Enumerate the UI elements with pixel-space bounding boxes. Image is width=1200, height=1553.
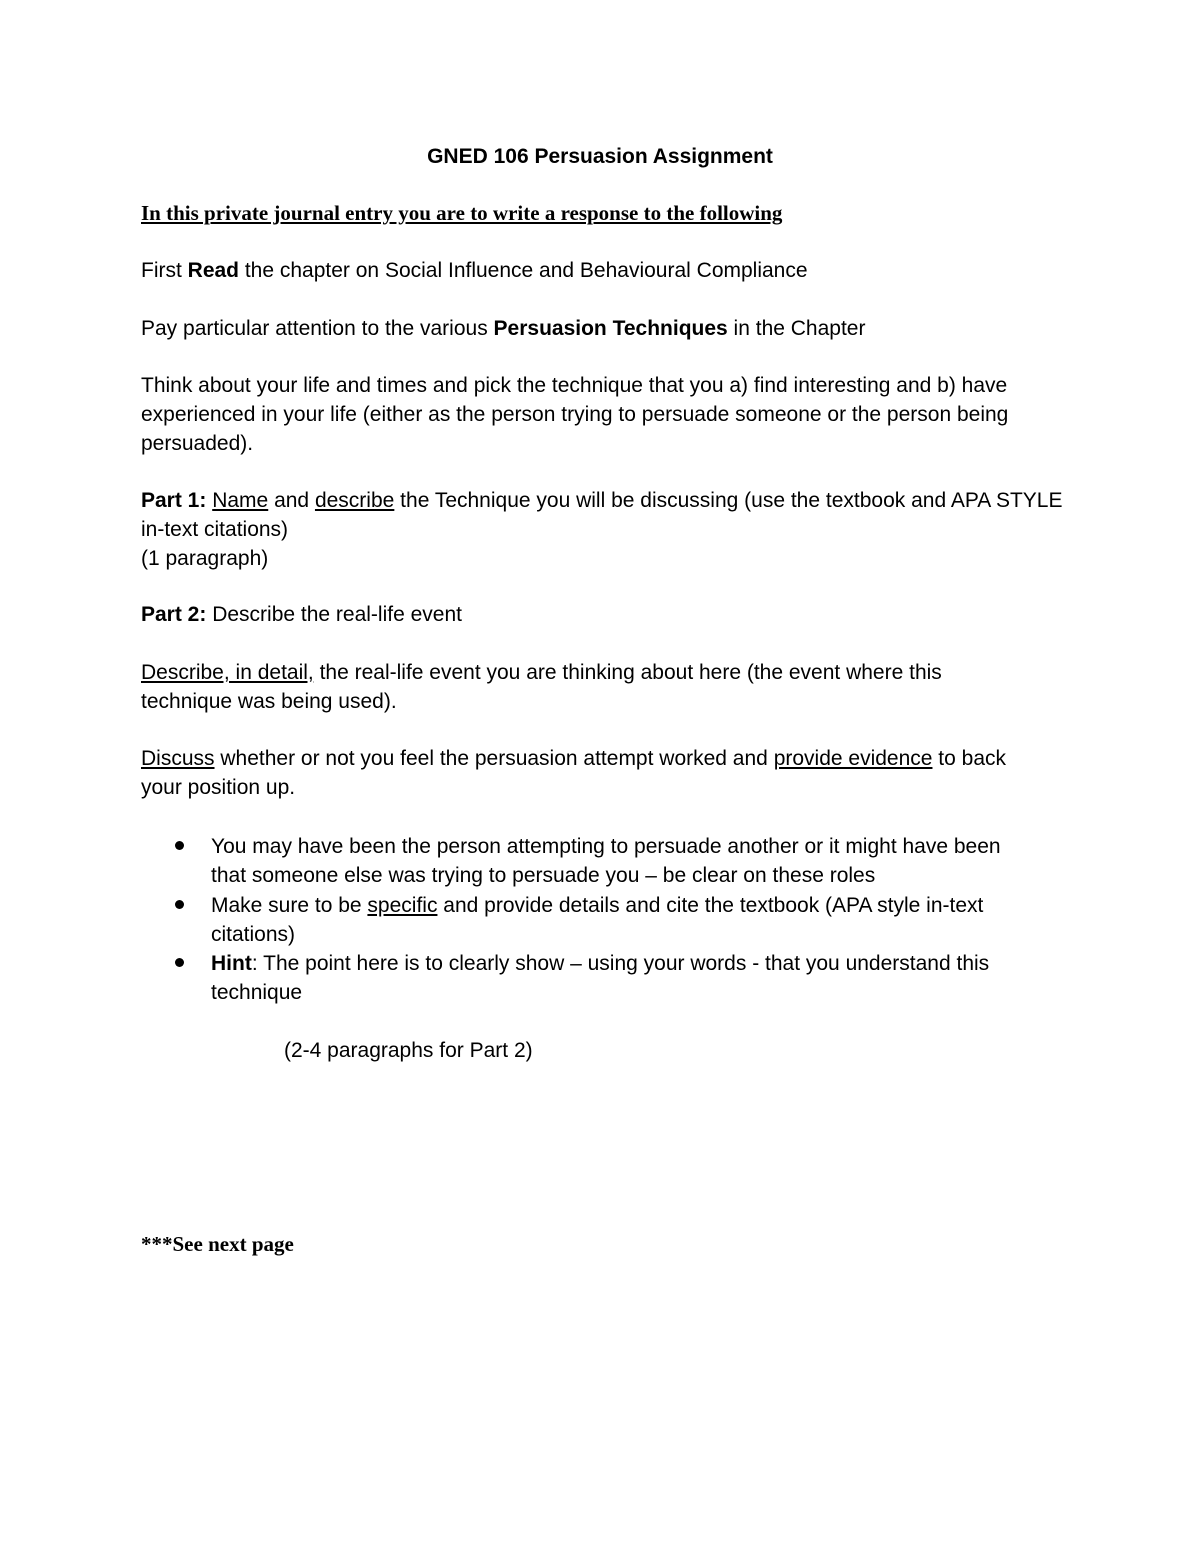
step-read bbox=[141, 256, 808, 285]
part1-describe-word: describe bbox=[314, 489, 395, 512]
bullet-1-line-1: You may have been the person attempting to persuade another or it might have been bbox=[211, 835, 1001, 858]
discuss-middle: whether or not you feel the persuasion attempt worked and bbox=[214, 747, 774, 770]
instruction-heading: In this private journal entry you are to write a response to the following bbox=[141, 201, 783, 225]
part1-rest: the Technique you will be discussing (use the textbook and APA STYLE bbox=[394, 489, 1063, 512]
discuss-underlined: Discuss bbox=[141, 747, 215, 770]
bullet-2-line-2: citations) bbox=[211, 923, 296, 946]
discuss-line-2: your position up. bbox=[141, 776, 296, 799]
bullet-3-suffix: : The point here is to clearly show – using your words - that you understand this bbox=[251, 952, 990, 975]
discuss-end: to back bbox=[932, 747, 1007, 770]
step-attention-suffix: in the Chapter bbox=[727, 317, 866, 340]
discuss-evidence: provide evidence bbox=[773, 747, 933, 770]
discuss-line-1 bbox=[141, 744, 1006, 773]
step-attention-prefix: Pay particular attention to the various bbox=[141, 317, 494, 340]
think-line-1: Think about your life and times and pick the technique that you a) find interesting and b) have bbox=[141, 374, 1008, 397]
bullet-2-line-1 bbox=[211, 891, 983, 920]
bullet-3-bold: Hint bbox=[211, 952, 252, 975]
think-line-3: persuaded). bbox=[141, 432, 254, 455]
step-read-bold: Read bbox=[187, 259, 240, 282]
paragraph-count-note: (2-4 paragraphs for Part 2) bbox=[284, 1039, 533, 1062]
describe-detail-underlined: Describe, in detail, bbox=[141, 661, 314, 684]
bullet-1-line-2: that someone else was trying to persuade you – be clear on these roles bbox=[211, 864, 876, 887]
part2-line bbox=[141, 600, 462, 629]
bullet-dot-icon bbox=[175, 841, 184, 850]
part1-name-word: Name bbox=[212, 489, 269, 512]
step-attention-bold: Persuasion Techniques bbox=[493, 317, 728, 340]
bullet-2-underlined: specific bbox=[367, 894, 438, 917]
part1-label: Part 1: bbox=[141, 489, 207, 512]
step-attention bbox=[141, 314, 865, 343]
part1-and: and bbox=[268, 489, 315, 512]
bullet-2-suffix: and provide details and cite the textbook (APA style in-text bbox=[437, 894, 984, 917]
bullet-dot-icon bbox=[175, 900, 184, 909]
part1-line-3: (1 paragraph) bbox=[141, 547, 269, 570]
describe-detail-line-1 bbox=[141, 658, 942, 687]
bullet-2-prefix: Make sure to be bbox=[211, 894, 368, 917]
page-title: GNED 106 Persuasion Assignment bbox=[427, 145, 773, 168]
part1-line-1 bbox=[141, 486, 1062, 515]
step-read-prefix: First bbox=[141, 259, 188, 282]
describe-detail-line-2: technique was being used). bbox=[141, 690, 397, 713]
bullet-3-line-1 bbox=[211, 949, 989, 978]
describe-detail-rest: the real-life event you are thinking about here (the event where this bbox=[313, 661, 942, 684]
think-line-2: experienced in your life (either as the person trying to persuade someone or the person being bbox=[141, 403, 1009, 426]
step-read-suffix: the chapter on Social Influence and Behavioural Compliance bbox=[239, 259, 808, 282]
part2-label: Part 2: bbox=[141, 603, 207, 626]
bullet-dot-icon bbox=[175, 958, 184, 967]
part1-line-2: in-text citations) bbox=[141, 518, 289, 541]
bullet-3-line-2: technique bbox=[211, 981, 303, 1004]
see-next-page: ***See next page bbox=[141, 1232, 294, 1256]
part2-text: Describe the real-life event bbox=[206, 603, 462, 626]
